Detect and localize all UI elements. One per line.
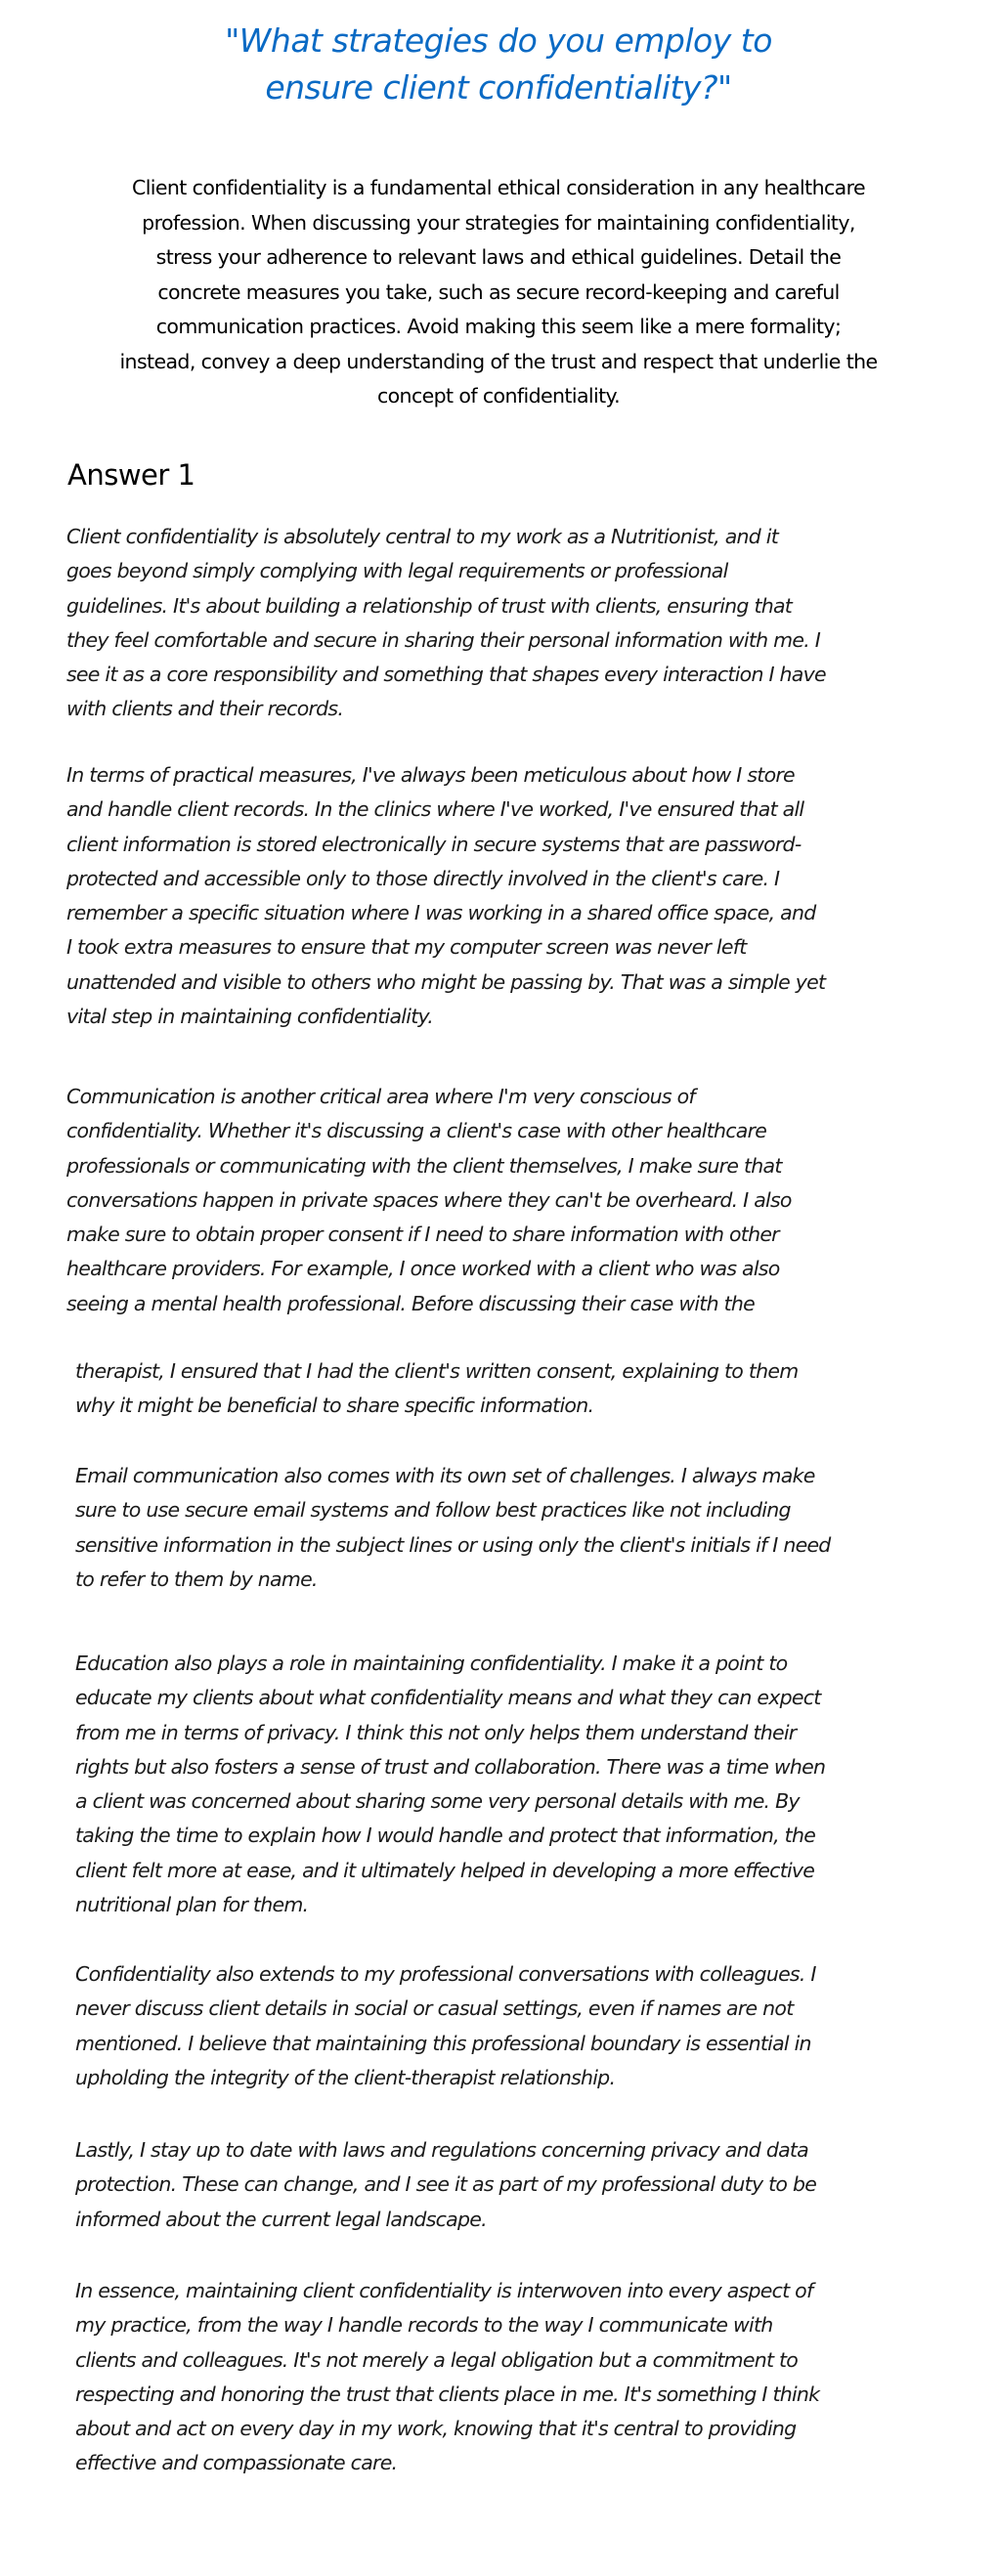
guidance-line: concept of confidentiality. (376, 384, 621, 408)
answer-line: they feel comfortable and secure in sharing their personal information with me. I (66, 627, 821, 652)
answer-line: In essence, maintaining client confidentiality is interwoven into every aspect of (75, 2279, 813, 2302)
answer-paragraph (66, 758, 825, 1034)
answer-line: I took extra measures to ensure that my computer screen was never left (66, 935, 747, 960)
question-title-line: ensure client confidentiality?" (265, 68, 732, 107)
answer-line: with clients and their records. (66, 697, 344, 721)
answer-line: remember a specific situation where I was working in a shared office space, and (66, 901, 816, 925)
answer-paragraph (75, 1647, 825, 1922)
answer-line: never discuss client details in social or casual settings, even if names are not (75, 1996, 794, 2021)
answer-line: and handle client records. In the clinics where I've worked, I've ensured that all (66, 797, 804, 822)
answer-line: vital step in maintaining confidentiality. (66, 1005, 434, 1029)
answer-line: confidentiality. Whether it's discussing a client's case with other healthcare (66, 1119, 767, 1143)
answer-line: my practice, from the way I handle records to the way I communicate with (75, 2313, 773, 2338)
answer-line: informed about the current legal landscape. (75, 2207, 487, 2231)
answer-line: about and act on every day in my work, knowing that it's central to providing (75, 2417, 797, 2441)
answer-line: protection. These can change, and I see it as part of my professional duty to be (75, 2172, 817, 2197)
guidance-line: communication practices. Avoid making this seem like a mere formality; (155, 315, 842, 338)
question-title (0, 18, 997, 111)
answer-line: Lastly, I stay up to date with laws and regulations concerning privacy and data (75, 2138, 808, 2162)
answer-line: Communication is another critical area where I'm very conscious of (66, 1085, 695, 1108)
answer-line: upholding the integrity of the client-therapist relationship. (75, 2065, 616, 2089)
answer-line: Email communication also comes with its own set of challenges. I always make (75, 1464, 815, 1487)
answer-line: educate my clients about what confidentiality means and what they can expect (75, 1686, 821, 1710)
answer-line: clients and colleagues. It's not merely a legal obligation but a commitment to (75, 2347, 799, 2372)
question-title-line: "What strategies do you employ to (225, 21, 772, 60)
answer-line: rights but also fosters a sense of trust and collaboration. There was a time when (75, 1754, 826, 1779)
answer-line: sensitive information in the subject lines or using only the client's initials if I need (75, 1532, 831, 1557)
answer-line: conversations happen in private spaces where they can't be overheard. I also (66, 1187, 792, 1212)
answer-line: make sure to obtain proper consent if I need to share information with other (66, 1223, 779, 1247)
answer-line: client felt more at ease, and it ultimately helped in developing a more effective (75, 1858, 815, 1882)
answer-line: guidelines. It's about building a relationship of trust with clients, ensuring that (66, 593, 793, 618)
answer-line: respecting and honoring the trust that clients place in me. It's something I think (75, 2382, 820, 2406)
answer-paragraph (66, 1080, 792, 1321)
guidance-line: concrete measures you take, such as secure record-keeping and careful (157, 279, 840, 304)
answer-line: client information is stored electronically in secure systems that are password- (66, 832, 802, 856)
answer-line: see it as a core responsibility and something that shapes every interaction I have (66, 663, 826, 687)
answer-line: a client was concerned about sharing some very personal details with me. By (75, 1789, 800, 1814)
answer-line: protected and accessible only to those directly involved in the client's care. I (66, 866, 780, 890)
answer-line: unattended and visible to others who might be passing by. That was a simple yet (66, 969, 826, 994)
answer-paragraph (75, 2133, 816, 2237)
answer-paragraph (66, 520, 826, 727)
answer-line: goes beyond simply complying with legal requirements or professional (66, 559, 728, 583)
answer-paragraph (75, 1354, 798, 1424)
answer-paragraph (75, 2274, 819, 2481)
answer-line: healthcare providers. For example, I once worked with a client who was also (66, 1257, 780, 1281)
guidance-line: Client confidentiality is a fundamental ethical consideration in any healthcare (132, 176, 865, 199)
answer-line: In terms of practical measures, I've always been meticulous about how I store (66, 763, 795, 787)
answer-line: effective and compassionate care. (75, 2451, 398, 2475)
answer-line: taking the time to explain how I would handle and protect that information, the (75, 1824, 816, 1848)
answer-line: seeing a mental health professional. Before discussing their case with the (66, 1291, 755, 1315)
answer-line: Client confidentiality is absolutely central to my work as a Nutritionist, and it (66, 525, 779, 548)
guidance-line: stress your adherence to relevant laws and ethical guidelines. Detail the (155, 245, 842, 269)
answer-paragraph (75, 1459, 831, 1597)
answer-line: professionals or communicating with the client themselves, I make sure that (66, 1153, 782, 1178)
answer-line: to refer to them by name. (75, 1567, 318, 1591)
answer-line: therapist, I ensured that I had the client's written consent, explaining to them (75, 1359, 799, 1383)
answer-line: sure to use secure email systems and follow best practices like not including (75, 1498, 791, 1523)
answer-line: nutritional plan for them. (75, 1893, 309, 1917)
answer-line: Confidentiality also extends to my professional conversations with colleagues. I (75, 1962, 816, 1986)
question-guidance (39, 171, 958, 414)
guidance-line: profession. When discussing your strategies for maintaining confidentiality, (142, 210, 855, 235)
answer-line: mentioned. I believe that maintaining this professional boundary is essential in (75, 2031, 811, 2055)
answer-line: why it might be beneficial to share specific information. (75, 1394, 594, 1418)
guidance-line: instead, convey a deep understanding of the trust and respect that underlie the (119, 349, 878, 373)
answer-heading: Answer 1 (67, 458, 195, 492)
answer-line: from me in terms of privacy. I think this not only helps them understand their (75, 1720, 797, 1744)
answer-paragraph (75, 1957, 816, 2095)
answer-line: Education also plays a role in maintaining confidentiality. I make it a point to (75, 1652, 788, 1675)
